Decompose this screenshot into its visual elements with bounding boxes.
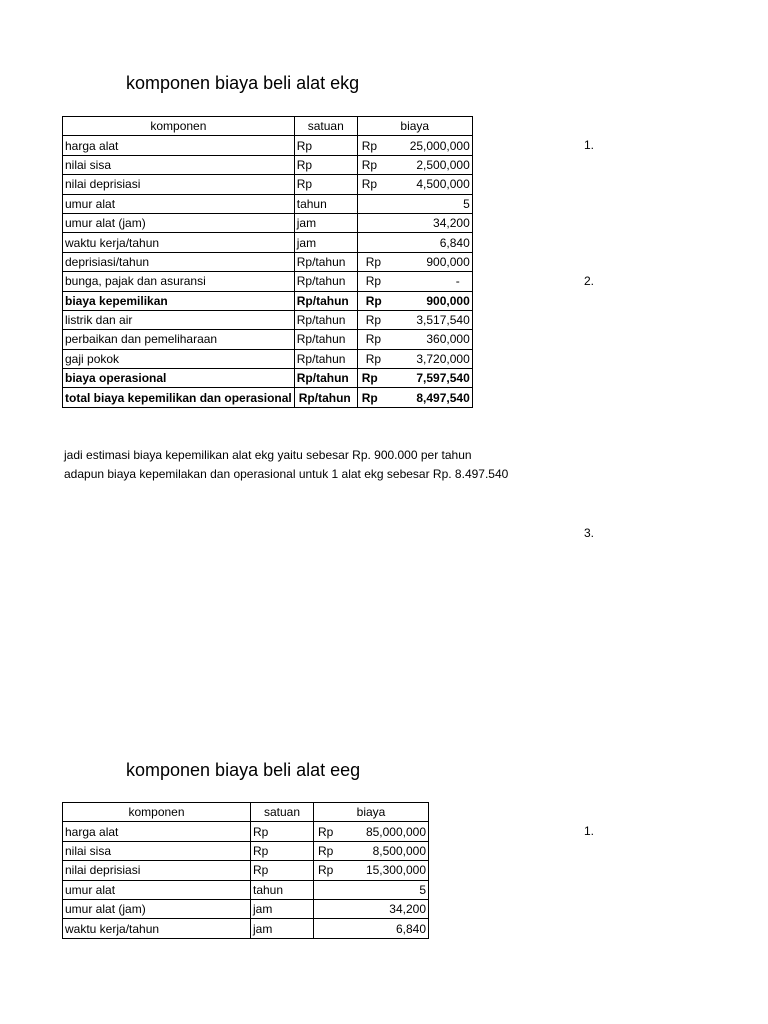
cell-komponen: listrik dan air (63, 310, 295, 329)
cell-komponen: harga alat (63, 822, 251, 841)
cell-biaya (357, 388, 472, 407)
cell-biaya (357, 310, 472, 329)
cell-amount: 3,720,000 (416, 351, 470, 366)
cell-amount: 85,000,000 (365, 824, 426, 839)
cell-amount: 5 (357, 194, 472, 213)
cell-komponen: nilai sisa (63, 155, 295, 174)
cell-amount: 15,300,000 (365, 863, 426, 878)
cell-satuan: Rp/tahun (294, 330, 357, 349)
cell-satuan: Rp (251, 861, 314, 880)
list-marker: 1. (584, 824, 595, 838)
cell-satuan: jam (294, 213, 357, 232)
cell-biaya (357, 369, 472, 388)
header-satuan: satuan (251, 803, 314, 822)
header-komponen: komponen (63, 803, 251, 822)
table-row (63, 175, 473, 194)
table-row (63, 233, 473, 252)
header-satuan: satuan (294, 117, 357, 136)
cell-biaya (314, 822, 429, 841)
cell-komponen: bunga, pajak dan asuransi (63, 272, 295, 291)
cell-komponen: harga alat (63, 136, 295, 155)
cell-biaya (357, 330, 472, 349)
cell-biaya (357, 272, 472, 291)
cell-amount: 25,000,000 (409, 138, 470, 153)
table-row (63, 136, 473, 155)
cell-biaya (357, 349, 472, 368)
cell-biaya (357, 252, 472, 271)
cell-satuan: Rp/tahun (294, 369, 357, 388)
cell-satuan: tahun (251, 880, 314, 899)
cell-currency: Rp (361, 138, 378, 153)
cell-biaya (357, 175, 472, 194)
cell-currency: Rp (361, 177, 378, 192)
list-marker: 1. (584, 138, 595, 152)
cell-currency: Rp (365, 351, 382, 366)
cell-komponen: waktu kerja/tahun (63, 919, 251, 938)
cell-komponen: nilai deprisiasi (63, 861, 251, 880)
cell-komponen: deprisiasi/tahun (63, 252, 295, 271)
table-row (63, 919, 429, 938)
cell-komponen: total biaya kepemilikan dan operasional (63, 388, 295, 407)
table-row (63, 213, 473, 232)
cell-komponen: umur alat (63, 194, 295, 213)
cell-amount: 360,000 (426, 332, 470, 347)
cell-satuan: jam (251, 899, 314, 918)
cell-amount: 3,517,540 (416, 313, 470, 328)
cell-satuan: Rp/tahun (294, 310, 357, 329)
cell-komponen: biaya kepemilikan (63, 291, 295, 310)
cell-currency: Rp (365, 332, 382, 347)
table-row (63, 291, 473, 310)
cell-amount: 5 (314, 880, 429, 899)
summary-note-1: jadi estimasi biaya kepemilikan alat ekg yaitu sebesar Rp. 900.000 per tahun (64, 448, 472, 462)
cell-komponen: umur alat (jam) (63, 213, 295, 232)
list-marker: 3. (584, 526, 595, 540)
table-row (63, 272, 473, 291)
cell-biaya (314, 841, 429, 860)
cell-satuan: Rp (294, 136, 357, 155)
cell-biaya (314, 861, 429, 880)
table-row (63, 822, 429, 841)
section2-title: komponen biaya beli alat eeg (126, 760, 361, 780)
summary-note-2: adapun biaya kepemilakan dan operasional untuk 1 alat ekg sebesar Rp. 8.497.540 (64, 467, 509, 481)
cell-currency: Rp (365, 293, 382, 308)
cell-amount: 6,840 (357, 233, 472, 252)
cell-satuan: Rp/tahun (294, 252, 357, 271)
table-row-total (63, 388, 473, 407)
cell-biaya (357, 291, 472, 310)
cell-komponen: umur alat (63, 880, 251, 899)
cell-satuan: tahun (294, 194, 357, 213)
cell-satuan: jam (294, 233, 357, 252)
cell-currency: Rp (318, 863, 334, 878)
table-row (63, 899, 429, 918)
eeg-cost-table (62, 802, 429, 939)
cell-komponen: waktu kerja/tahun (63, 233, 295, 252)
cell-satuan: Rp (251, 841, 314, 860)
cell-satuan: Rp (251, 822, 314, 841)
cell-komponen: perbaikan dan pemeliharaan (63, 330, 295, 349)
cell-komponen: biaya operasional (63, 369, 295, 388)
cell-satuan: Rp/tahun (294, 388, 357, 407)
table-row (63, 155, 473, 174)
cell-amount: 34,200 (357, 213, 472, 232)
ekg-cost-table (62, 116, 473, 408)
table-row (63, 330, 473, 349)
cell-amount: 8,500,000 (372, 843, 426, 858)
cell-satuan: Rp/tahun (294, 349, 357, 368)
cell-komponen: umur alat (jam) (63, 899, 251, 918)
cell-komponen: gaji pokok (63, 349, 295, 368)
list-marker: 2. (584, 274, 595, 288)
cell-currency: Rp (365, 274, 382, 289)
cell-satuan: Rp (294, 155, 357, 174)
table-row (63, 369, 473, 388)
table-header-row (63, 803, 429, 822)
table-row (63, 349, 473, 368)
cell-currency: Rp (318, 824, 334, 839)
header-biaya: biaya (314, 803, 429, 822)
cell-currency: Rp (361, 371, 378, 386)
cell-biaya (357, 136, 472, 155)
cell-amount: 2,500,000 (416, 157, 470, 172)
cell-amount: 900,000 (426, 293, 470, 308)
cell-currency: Rp (361, 157, 378, 172)
section1-title: komponen biaya beli alat ekg (126, 73, 360, 93)
cell-komponen: nilai sisa (63, 841, 251, 860)
table-header-row (63, 117, 473, 136)
cell-amount: 8,497,540 (416, 390, 470, 405)
header-komponen: komponen (63, 117, 295, 136)
cell-amount: 7,597,540 (416, 371, 470, 386)
cell-satuan: Rp (294, 175, 357, 194)
cell-komponen: nilai deprisiasi (63, 175, 295, 194)
cell-currency: Rp (318, 843, 334, 858)
table-row (63, 194, 473, 213)
cell-amount: - (455, 274, 460, 289)
cell-amount: 4,500,000 (416, 177, 470, 192)
table-row (63, 841, 429, 860)
cell-satuan: jam (251, 919, 314, 938)
table-row (63, 252, 473, 271)
cell-currency: Rp (361, 390, 378, 405)
cell-satuan: Rp/tahun (294, 291, 357, 310)
cell-currency: Rp (365, 313, 382, 328)
cell-amount: 900,000 (426, 254, 470, 269)
cell-amount: 34,200 (314, 899, 429, 918)
cell-amount: 6,840 (314, 919, 429, 938)
header-biaya: biaya (357, 117, 472, 136)
cell-currency: Rp (365, 254, 382, 269)
cell-satuan: Rp/tahun (294, 272, 357, 291)
table-row (63, 880, 429, 899)
cell-biaya (357, 155, 472, 174)
table-row (63, 310, 473, 329)
table-row (63, 861, 429, 880)
